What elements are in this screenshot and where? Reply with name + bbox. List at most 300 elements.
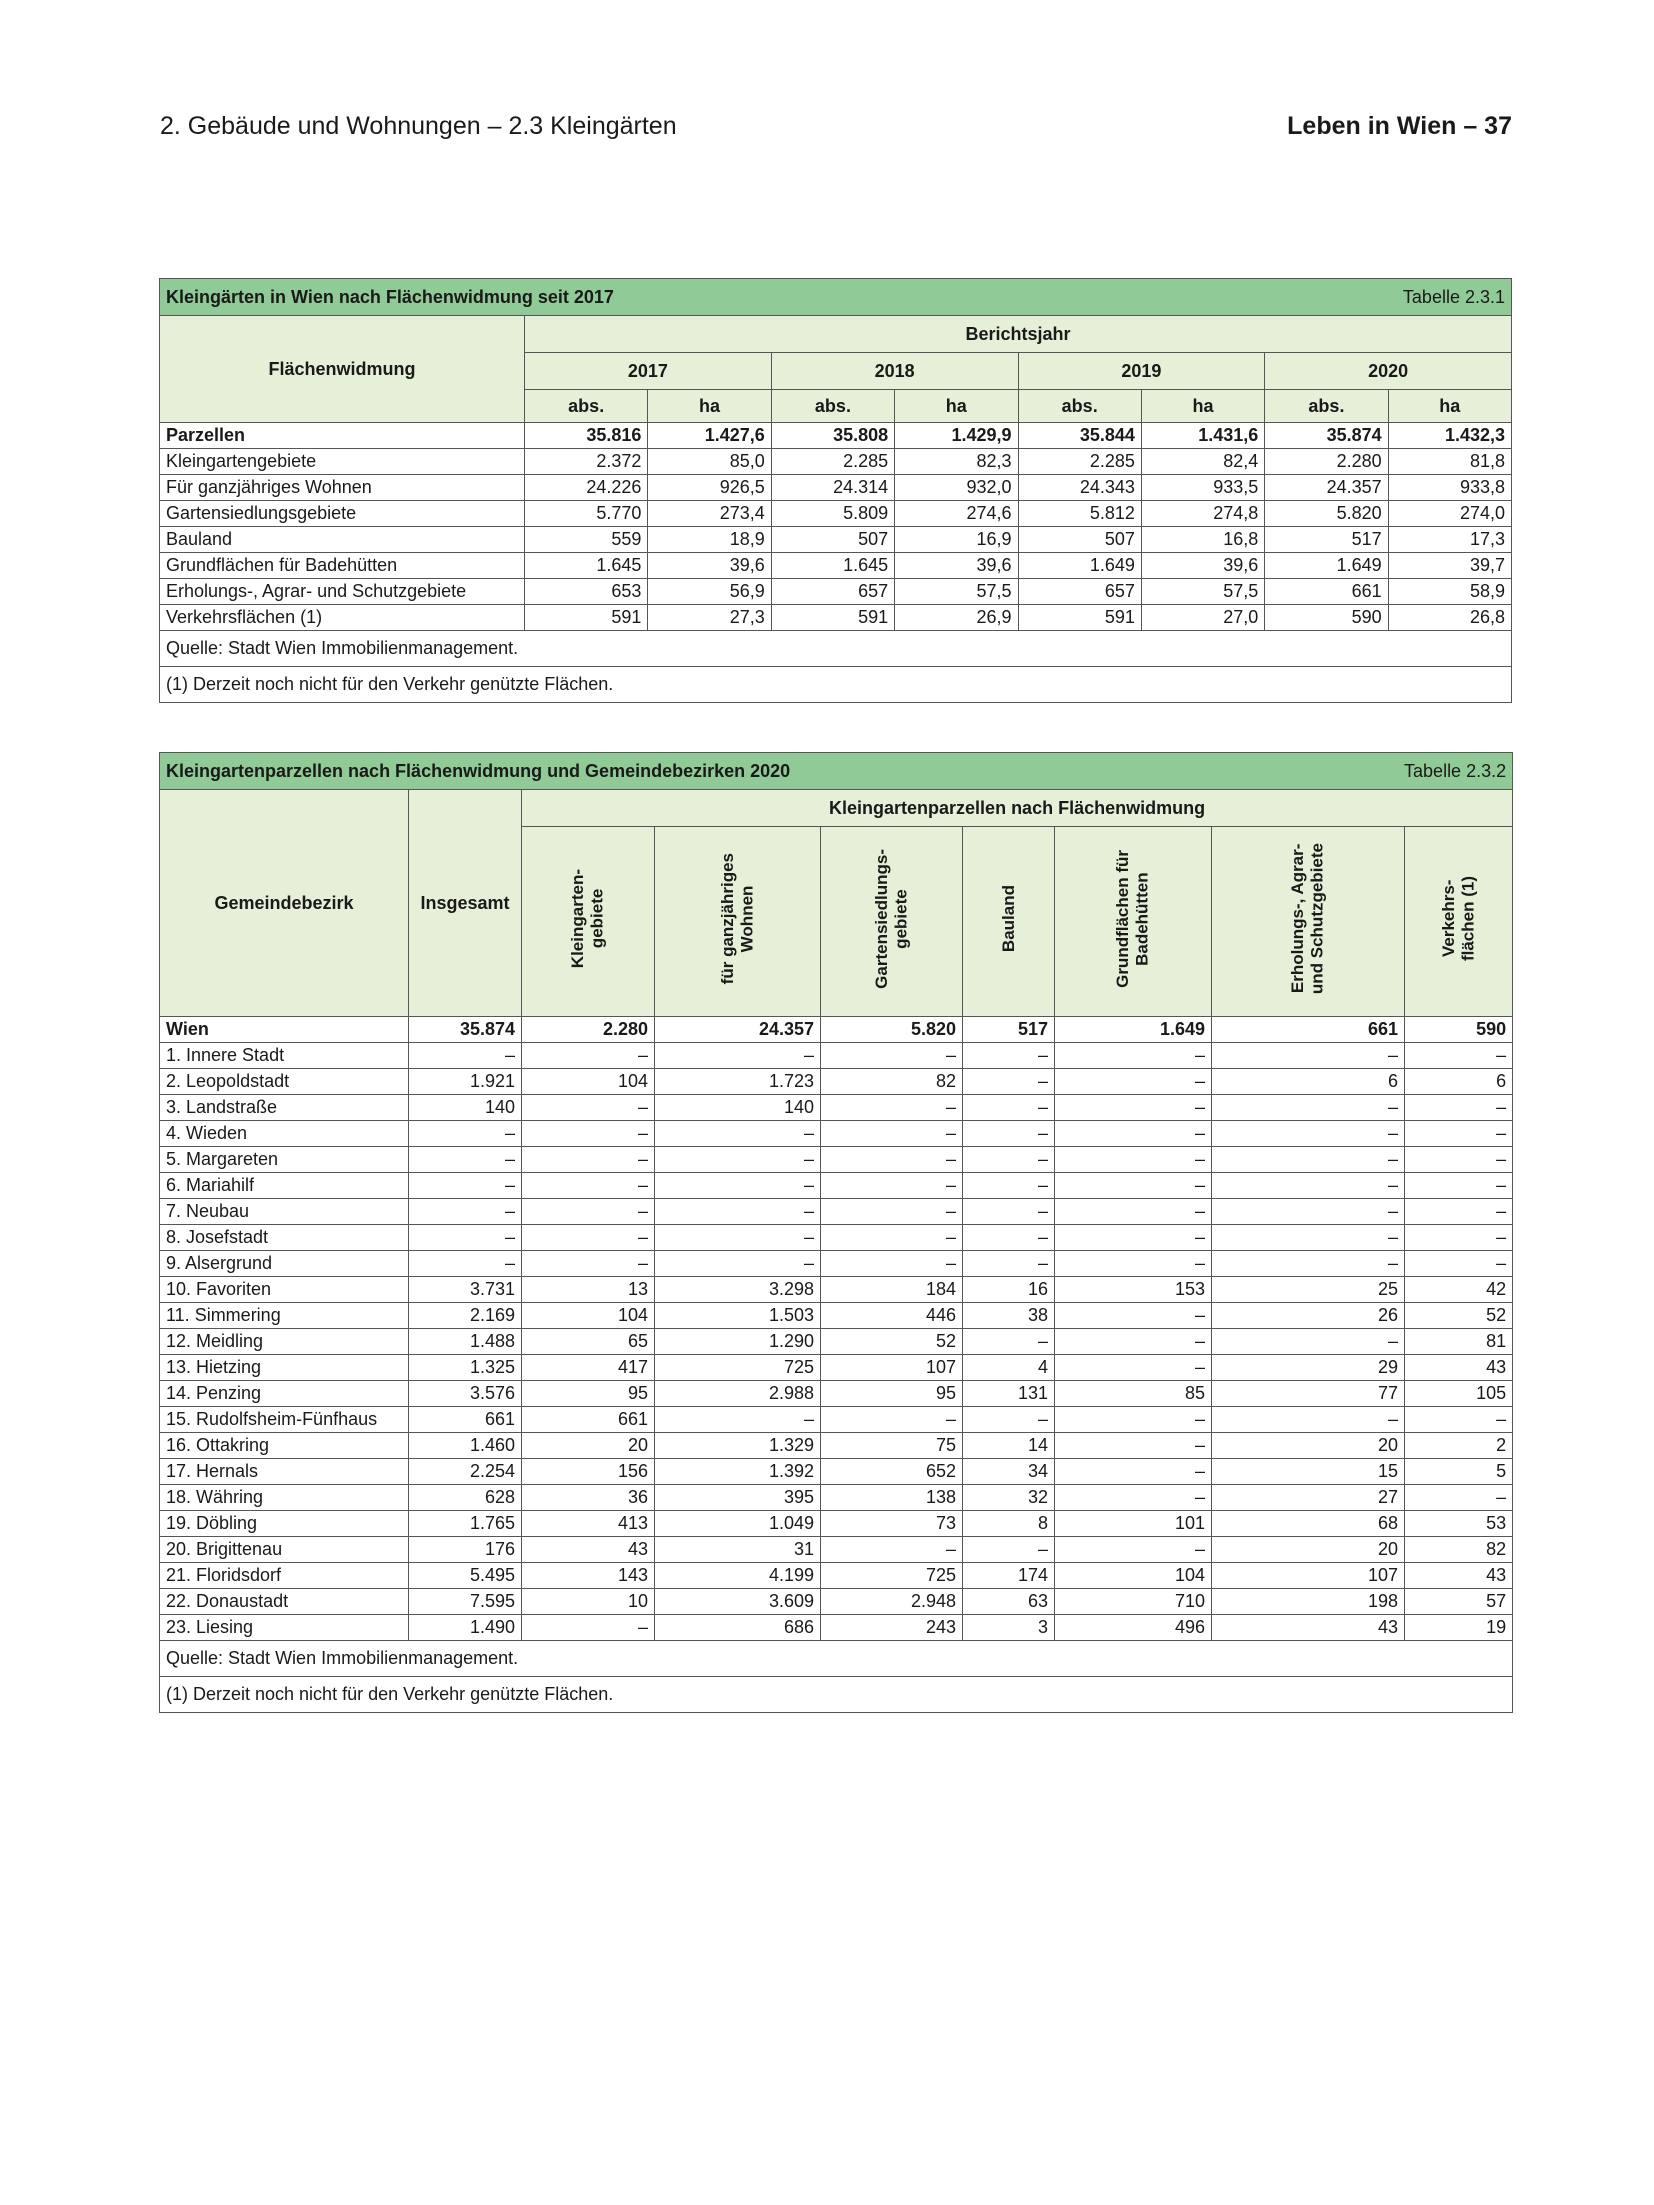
cell-value: –	[1405, 1407, 1513, 1433]
cell-value: 2.254	[409, 1459, 522, 1485]
district-label: 17. Hernals	[160, 1459, 409, 1485]
cell-value: 26	[1212, 1303, 1405, 1329]
cell-value: –	[522, 1147, 655, 1173]
cell-value: 68	[1212, 1511, 1405, 1537]
cell-value: 81,8	[1388, 449, 1511, 475]
cell-value: 65	[522, 1329, 655, 1355]
cell-value: –	[963, 1043, 1055, 1069]
cell-value: –	[522, 1251, 655, 1277]
cell-value: 13	[522, 1277, 655, 1303]
cell-value: 82	[821, 1069, 963, 1095]
table-row	[160, 1173, 1513, 1199]
cell-value: 591	[771, 605, 894, 631]
cell-value: 27,0	[1141, 605, 1264, 631]
total-header: Insgesamt	[409, 790, 522, 1017]
cell-value: 138	[821, 1485, 963, 1511]
cell-value: 933,5	[1141, 475, 1264, 501]
cell-value: 3.298	[655, 1277, 821, 1303]
cell-value: 77	[1212, 1381, 1405, 1407]
cell-value: –	[963, 1199, 1055, 1225]
cell-value: 686	[655, 1615, 821, 1641]
district-label: 8. Josefstadt	[160, 1225, 409, 1251]
cell-value: 1.429,9	[895, 423, 1018, 449]
cell-value: –	[522, 1043, 655, 1069]
cell-value: 710	[1055, 1589, 1212, 1615]
row-label: Parzellen	[160, 423, 525, 449]
cell-value: 2.988	[655, 1381, 821, 1407]
cell-value: –	[1405, 1121, 1513, 1147]
column-header	[655, 827, 821, 1017]
table-row	[160, 1589, 1513, 1615]
cell-value: –	[655, 1407, 821, 1433]
cell-value: 725	[655, 1355, 821, 1381]
table-footnote: (1) Derzeit noch nicht für den Verkehr genützte Flächen.	[160, 1677, 1513, 1713]
cell-value: 52	[1405, 1303, 1513, 1329]
column-header-line: Wohnen	[737, 885, 757, 953]
cell-value: –	[1212, 1225, 1405, 1251]
cell-value: 24.343	[1018, 475, 1141, 501]
cell-value: 2.280	[522, 1017, 655, 1043]
cell-value: 661	[522, 1407, 655, 1433]
cell-value: –	[963, 1095, 1055, 1121]
cell-value: 1.649	[1265, 553, 1388, 579]
cell-value: –	[522, 1173, 655, 1199]
table-row	[160, 527, 1512, 553]
table-row	[160, 449, 1512, 475]
cell-value: 1.649	[1018, 553, 1141, 579]
cell-value: 395	[655, 1485, 821, 1511]
cell-value: –	[1405, 1147, 1513, 1173]
cell-value: 274,0	[1388, 501, 1511, 527]
table-row	[160, 1381, 1513, 1407]
cell-value: 2.169	[409, 1303, 522, 1329]
cell-value: 1.432,3	[1388, 423, 1511, 449]
unit-header: ha	[1388, 390, 1511, 423]
cell-value: 95	[821, 1381, 963, 1407]
cell-value: 104	[522, 1303, 655, 1329]
cell-value: –	[963, 1173, 1055, 1199]
cell-value: 5.770	[525, 501, 648, 527]
district-label: 9. Alsergrund	[160, 1251, 409, 1277]
cell-value: 5.495	[409, 1563, 522, 1589]
district-label: 13. Hietzing	[160, 1355, 409, 1381]
cell-value: 653	[525, 579, 648, 605]
cell-value: 661	[1212, 1017, 1405, 1043]
cell-value: –	[1055, 1407, 1212, 1433]
table-row	[160, 1225, 1513, 1251]
unit-header: ha	[895, 390, 1018, 423]
cell-value: 176	[409, 1537, 522, 1563]
table-row	[160, 1043, 1513, 1069]
district-label: 21. Floridsdorf	[160, 1563, 409, 1589]
cell-value: 517	[963, 1017, 1055, 1043]
cell-value: –	[409, 1199, 522, 1225]
cell-value: 20	[1212, 1433, 1405, 1459]
cell-value: 104	[522, 1069, 655, 1095]
cell-value: –	[1055, 1199, 1212, 1225]
cell-value: 933,8	[1388, 475, 1511, 501]
cell-value: 1.490	[409, 1615, 522, 1641]
cell-value: 6	[1212, 1069, 1405, 1095]
cell-value: –	[409, 1173, 522, 1199]
row-label: Verkehrsflächen (1)	[160, 605, 525, 631]
cell-value: –	[821, 1199, 963, 1225]
cell-value: –	[1212, 1329, 1405, 1355]
cell-value: 274,6	[895, 501, 1018, 527]
cell-value: –	[1405, 1173, 1513, 1199]
table-row	[160, 579, 1512, 605]
cell-value: 1.329	[655, 1433, 821, 1459]
district-label: 7. Neubau	[160, 1199, 409, 1225]
district-label: 18. Währing	[160, 1485, 409, 1511]
cell-value: 1.645	[771, 553, 894, 579]
cell-value: 43	[1405, 1563, 1513, 1589]
cell-value: 57	[1405, 1589, 1513, 1615]
cell-value: –	[655, 1121, 821, 1147]
cell-value: 27,3	[648, 605, 771, 631]
cell-value: 42	[1405, 1277, 1513, 1303]
cell-value: 1.290	[655, 1329, 821, 1355]
column-header	[963, 827, 1055, 1017]
cell-value: 413	[522, 1511, 655, 1537]
table-row	[160, 1303, 1513, 1329]
column-header	[1055, 827, 1212, 1017]
table-row	[160, 1251, 1513, 1277]
cell-value: –	[409, 1121, 522, 1147]
cell-value: 1.723	[655, 1069, 821, 1095]
cell-value: –	[963, 1225, 1055, 1251]
cell-value: –	[1212, 1199, 1405, 1225]
cell-value: –	[1212, 1407, 1405, 1433]
unit-header: abs.	[1265, 390, 1388, 423]
table-row	[160, 1511, 1513, 1537]
district-label: 15. Rudolfsheim-Fünfhaus	[160, 1407, 409, 1433]
cell-value: –	[821, 1147, 963, 1173]
district-label: 19. Döbling	[160, 1511, 409, 1537]
cell-value: 274,8	[1141, 501, 1264, 527]
cell-value: –	[963, 1407, 1055, 1433]
cell-value: –	[1055, 1303, 1212, 1329]
district-label: 11. Simmering	[160, 1303, 409, 1329]
unit-header: abs.	[1018, 390, 1141, 423]
cell-value: 105	[1405, 1381, 1513, 1407]
cell-value: 243	[821, 1615, 963, 1641]
column-header	[1212, 827, 1405, 1017]
cell-value: 174	[963, 1563, 1055, 1589]
cell-value: 446	[821, 1303, 963, 1329]
cell-value: –	[1212, 1173, 1405, 1199]
cell-value: 1.488	[409, 1329, 522, 1355]
column-header-line: flächen (1)	[1458, 876, 1478, 962]
cell-value: 2.285	[771, 449, 894, 475]
cell-value: 35.844	[1018, 423, 1141, 449]
cell-value: 35.874	[1265, 423, 1388, 449]
table-row	[160, 1407, 1513, 1433]
cell-value: –	[522, 1225, 655, 1251]
cell-value: –	[963, 1329, 1055, 1355]
cell-value: 58,9	[1388, 579, 1511, 605]
district-label: 1. Innere Stadt	[160, 1043, 409, 1069]
cell-value: –	[821, 1121, 963, 1147]
cell-value: –	[963, 1121, 1055, 1147]
cell-value: 1.431,6	[1141, 423, 1264, 449]
unit-header: ha	[648, 390, 771, 423]
cell-value: 101	[1055, 1511, 1212, 1537]
district-label: 2. Leopoldstadt	[160, 1069, 409, 1095]
table-source: Quelle: Stadt Wien Immobilienmanagement.	[160, 631, 1512, 667]
row-label: Grundflächen für Badehütten	[160, 553, 525, 579]
table-row	[160, 1069, 1513, 1095]
cell-value: 591	[1018, 605, 1141, 631]
cell-value: 52	[821, 1329, 963, 1355]
district-label: 10. Favoriten	[160, 1277, 409, 1303]
cell-value: 184	[821, 1277, 963, 1303]
cell-value: 1.325	[409, 1355, 522, 1381]
stub-header: Flächenwidmung	[160, 316, 525, 423]
cell-value: 1.649	[1055, 1017, 1212, 1043]
table-row	[160, 1485, 1513, 1511]
district-label: Wien	[160, 1017, 409, 1043]
district-label: 14. Penzing	[160, 1381, 409, 1407]
cell-value: 140	[409, 1095, 522, 1121]
table-row	[160, 1277, 1513, 1303]
table-row	[160, 1355, 1513, 1381]
cell-value: 85,0	[648, 449, 771, 475]
cell-value: –	[821, 1173, 963, 1199]
cell-value: 39,6	[648, 553, 771, 579]
column-header	[821, 827, 963, 1017]
table-land-use-since-2017	[159, 278, 1512, 703]
cell-value: 82,4	[1141, 449, 1264, 475]
cell-value: 85	[1055, 1381, 1212, 1407]
table-row	[160, 1563, 1513, 1589]
cell-value: 657	[1018, 579, 1141, 605]
column-header	[1405, 827, 1513, 1017]
cell-value: 507	[771, 527, 894, 553]
cell-value: 2.285	[1018, 449, 1141, 475]
row-label: Bauland	[160, 527, 525, 553]
cell-value: 16,8	[1141, 527, 1264, 553]
row-label: Gartensiedlungsgebiete	[160, 501, 525, 527]
column-header	[522, 827, 655, 1017]
cell-value: 273,4	[648, 501, 771, 527]
table-row	[160, 475, 1512, 501]
cell-value: –	[1405, 1199, 1513, 1225]
cell-value: –	[1055, 1225, 1212, 1251]
cell-value: –	[1055, 1485, 1212, 1511]
table-row	[160, 1199, 1513, 1225]
cell-value: –	[1055, 1043, 1212, 1069]
group-header: Berichtsjahr	[525, 316, 1512, 353]
cell-value: 1.427,6	[648, 423, 771, 449]
unit-header: abs.	[771, 390, 894, 423]
cell-value: –	[522, 1121, 655, 1147]
cell-value: 25	[1212, 1277, 1405, 1303]
district-label: 16. Ottakring	[160, 1433, 409, 1459]
page-header-number: Leben in Wien – 37	[1287, 112, 1512, 140]
cell-value: 16	[963, 1277, 1055, 1303]
cell-value: 24.357	[1265, 475, 1388, 501]
cell-value: 31	[655, 1537, 821, 1563]
cell-value: 53	[1405, 1511, 1513, 1537]
table-row	[160, 1615, 1513, 1641]
cell-value: 661	[1265, 579, 1388, 605]
district-label: 6. Mariahilf	[160, 1173, 409, 1199]
cell-value: –	[655, 1043, 821, 1069]
year-header: 2017	[525, 353, 772, 390]
district-label: 3. Landstraße	[160, 1095, 409, 1121]
cell-value: 2	[1405, 1433, 1513, 1459]
district-label: 5. Margareten	[160, 1147, 409, 1173]
table-row	[160, 1433, 1513, 1459]
cell-value: 590	[1265, 605, 1388, 631]
cell-value: –	[522, 1199, 655, 1225]
cell-value: 1.503	[655, 1303, 821, 1329]
cell-value: 35.808	[771, 423, 894, 449]
table-title: Kleingartenparzellen nach Flächenwidmung und Gemeindebezirken 2020	[166, 760, 791, 781]
cell-value: –	[1055, 1147, 1212, 1173]
table-source: Quelle: Stadt Wien Immobilienmanagement.	[160, 1641, 1513, 1677]
table-title: Kleingärten in Wien nach Flächenwidmung seit 2017	[166, 286, 614, 307]
cell-value: –	[1055, 1173, 1212, 1199]
cell-value: –	[821, 1095, 963, 1121]
cell-value: 2.280	[1265, 449, 1388, 475]
cell-value: 39,6	[895, 553, 1018, 579]
cell-value: 2.372	[525, 449, 648, 475]
cell-value: 81	[1405, 1329, 1513, 1355]
cell-value: –	[1055, 1459, 1212, 1485]
cell-value: 24.314	[771, 475, 894, 501]
cell-value: 2.948	[821, 1589, 963, 1615]
column-header-line: Kleingarten-	[568, 869, 588, 969]
column-header-line: gebiete	[891, 889, 911, 949]
cell-value: –	[409, 1251, 522, 1277]
cell-value: 5.820	[1265, 501, 1388, 527]
cell-value: 3.609	[655, 1589, 821, 1615]
cell-value: 107	[821, 1355, 963, 1381]
cell-value: –	[963, 1251, 1055, 1277]
cell-value: 1.460	[409, 1433, 522, 1459]
cell-value: 3	[963, 1615, 1055, 1641]
cell-value: 63	[963, 1589, 1055, 1615]
district-label: 20. Brigittenau	[160, 1537, 409, 1563]
cell-value: –	[821, 1043, 963, 1069]
cell-value: 104	[1055, 1563, 1212, 1589]
cell-value: –	[821, 1537, 963, 1563]
cell-value: 6	[1405, 1069, 1513, 1095]
table-row	[160, 605, 1512, 631]
cell-value: 20	[522, 1433, 655, 1459]
table-number: Tabelle 2.3.1	[1402, 286, 1505, 307]
cell-value: 1.765	[409, 1511, 522, 1537]
cell-value: –	[1212, 1095, 1405, 1121]
cell-value: 7.595	[409, 1589, 522, 1615]
cell-value: –	[1055, 1537, 1212, 1563]
cell-value: 18,9	[648, 527, 771, 553]
cell-value: 57,5	[1141, 579, 1264, 605]
cell-value: 39,7	[1388, 553, 1511, 579]
cell-value: 34	[963, 1459, 1055, 1485]
column-header-line: Erholungs-, Agrar-	[1288, 844, 1308, 994]
cell-value: 38	[963, 1303, 1055, 1329]
cell-value: 35.816	[525, 423, 648, 449]
cell-value: 1.392	[655, 1459, 821, 1485]
cell-value: –	[1405, 1251, 1513, 1277]
cell-value: 35.874	[409, 1017, 522, 1043]
cell-value: –	[1212, 1121, 1405, 1147]
district-label: 23. Liesing	[160, 1615, 409, 1641]
cell-value: 1.049	[655, 1511, 821, 1537]
group-header: Kleingartenparzellen nach Flächenwidmung	[522, 790, 1513, 827]
cell-value: 17,3	[1388, 527, 1511, 553]
cell-value: –	[1405, 1043, 1513, 1069]
year-header: 2019	[1018, 353, 1265, 390]
table-row	[160, 501, 1512, 527]
cell-value: 590	[1405, 1017, 1513, 1043]
cell-value: 19	[1405, 1615, 1513, 1641]
cell-value: 27	[1212, 1485, 1405, 1511]
cell-value: –	[655, 1251, 821, 1277]
cell-value: 517	[1265, 527, 1388, 553]
table-row	[160, 1537, 1513, 1563]
cell-value: 4	[963, 1355, 1055, 1381]
cell-value: 24.226	[525, 475, 648, 501]
cell-value: 15	[1212, 1459, 1405, 1485]
cell-value: 652	[821, 1459, 963, 1485]
cell-value: –	[1055, 1251, 1212, 1277]
cell-value: 628	[409, 1485, 522, 1511]
cell-value: 75	[821, 1433, 963, 1459]
row-label: Erholungs-, Agrar- und Schutzgebiete	[160, 579, 525, 605]
cell-value: –	[1055, 1355, 1212, 1381]
row-label: Kleingartengebiete	[160, 449, 525, 475]
year-header: 2018	[771, 353, 1018, 390]
cell-value: 661	[409, 1407, 522, 1433]
cell-value: 16,9	[895, 527, 1018, 553]
cell-value: –	[655, 1173, 821, 1199]
cell-value: 73	[821, 1511, 963, 1537]
cell-value: –	[655, 1199, 821, 1225]
table-plots-by-district-2020	[159, 752, 1513, 1713]
cell-value: 26,8	[1388, 605, 1511, 631]
table-row	[160, 553, 1512, 579]
cell-value: 559	[525, 527, 648, 553]
cell-value: –	[1055, 1329, 1212, 1355]
table-row	[160, 423, 1512, 449]
cell-value: 57,5	[895, 579, 1018, 605]
cell-value: –	[1405, 1095, 1513, 1121]
cell-value: 8	[963, 1511, 1055, 1537]
table-row	[160, 1017, 1513, 1043]
cell-value: 5.809	[771, 501, 894, 527]
column-header-line: Grundflächen für	[1113, 850, 1133, 988]
cell-value: 56,9	[648, 579, 771, 605]
column-header-line: Bauland	[998, 885, 1018, 953]
cell-value: 24.357	[655, 1017, 821, 1043]
cell-value: –	[655, 1147, 821, 1173]
table-row	[160, 1121, 1513, 1147]
cell-value: 32	[963, 1485, 1055, 1511]
cell-value: 14	[963, 1433, 1055, 1459]
unit-header: abs.	[525, 390, 648, 423]
cell-value: 5.820	[821, 1017, 963, 1043]
column-header-line: Badehütten	[1133, 872, 1152, 966]
cell-value: 591	[525, 605, 648, 631]
cell-value: 198	[1212, 1589, 1405, 1615]
cell-value: 39,6	[1141, 553, 1264, 579]
cell-value: 36	[522, 1485, 655, 1511]
cell-value: –	[1405, 1485, 1513, 1511]
